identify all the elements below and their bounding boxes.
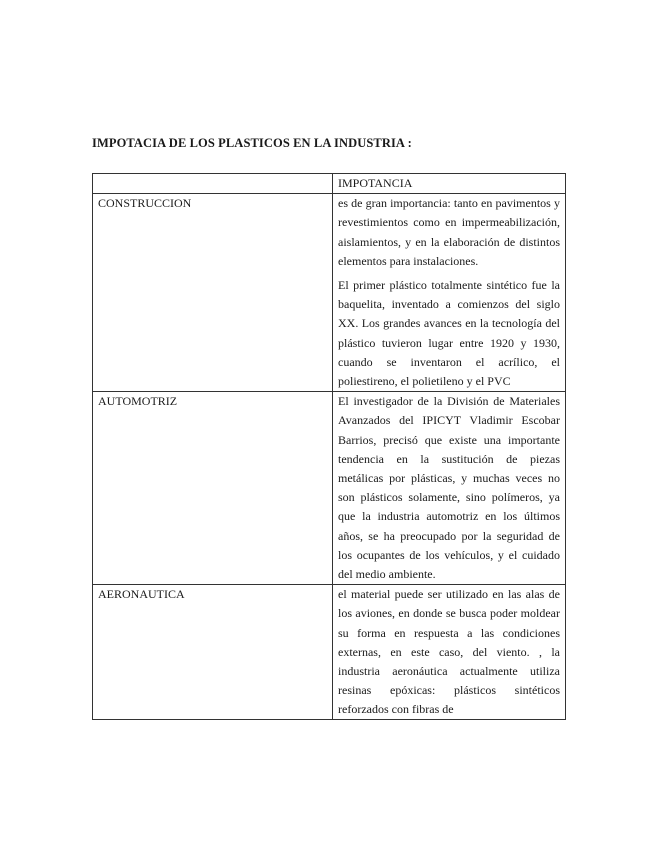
description-paragraph: el material puede ser utilizado en las alas de los aviones, en donde se busca poder moldear su forma en respuesta a las condiciones externas, en este caso, del viento. , la industria aeronáutica actualmente utiliza resinas epóxicas: plásticos sintéticos reforzados con fibras de: [338, 587, 560, 717]
table-row: [93, 194, 566, 392]
row-description: [333, 585, 566, 720]
header-cell-importance: IMPOTANCIA: [333, 174, 566, 194]
description-paragraph: es de gran importancia: tanto en pavimentos y revestimientos como en impermeabilización, aislamientos, y en la elaboración de distintos elementos para instalaciones.: [338, 196, 560, 268]
row-label: AERONAUTICA: [93, 585, 333, 720]
row-description: [333, 392, 566, 585]
table-row: [93, 392, 566, 585]
row-description: [333, 194, 566, 392]
row-label: CONSTRUCCION: [93, 194, 333, 392]
table-header-row: [93, 174, 566, 194]
page-title: IMPOTACIA DE LOS PLASTICOS EN LA INDUSTRIA :: [92, 136, 412, 150]
row-label: AUTOMOTRIZ: [93, 392, 333, 585]
description-clip: [338, 585, 560, 719]
header-cell-empty: [93, 174, 333, 194]
description-paragraph: El investigador de la División de Materiales Avanzados del IPICYT Vladimir Escobar Barrios, precisó que existe una importante tendencia en la sustitución de piezas metálicas por plásticas, y muchas veces no son plásticos solamente, sino polímeros, ya que la industria automotriz en los últimos años, se ha preocupado por la seguridad de los ocupantes de los vehículos, y el cuidado del medio ambiente.: [338, 394, 560, 582]
table-row: [93, 585, 566, 720]
industry-table: [92, 173, 566, 720]
description-paragraph: El primer plástico totalmente sintético fue la baquelita, inventado a comienzos del siglo XX. Los grandes avances en la tecnología del plástico tuvieron lugar entre 1920 y 1930, cuando se inventaron el acrílico, el poliestireno, el polietileno y el PVC: [338, 278, 560, 389]
